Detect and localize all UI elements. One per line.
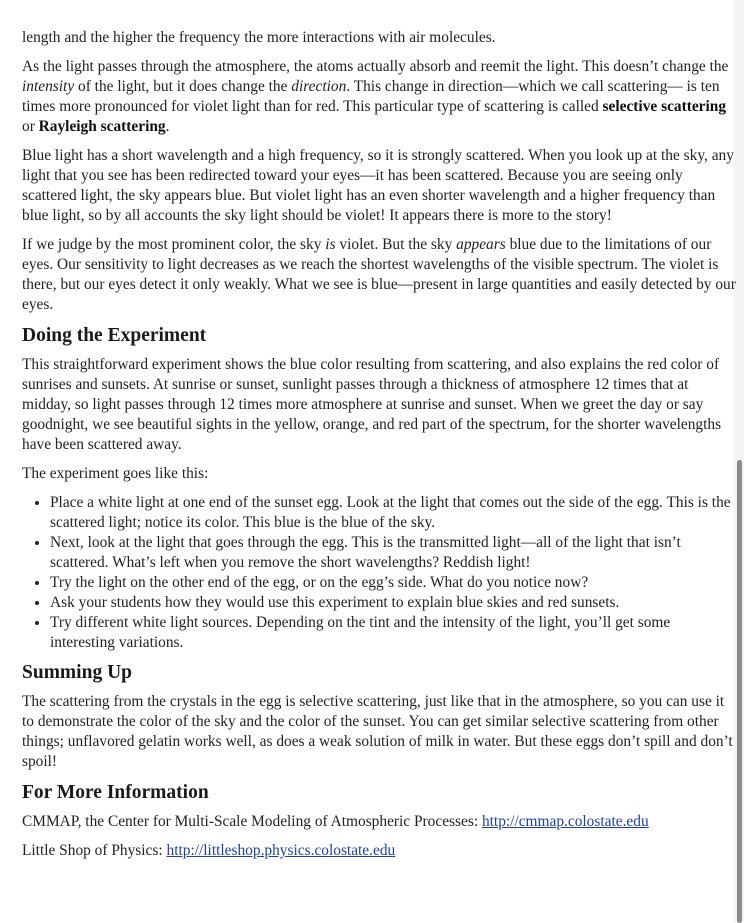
list-item: • Ask your students how they would use this experiment to explain blue skies and red sunsets.: [50, 593, 738, 613]
little-shop-link[interactable]: http://littleshop.physics.colostate.edu: [166, 842, 396, 859]
heading-doing-the-experiment: Doing the Experiment: [22, 325, 207, 346]
list-item: • Try the light on the other end of the egg, or on the egg’s side. What do you notice now?: [50, 573, 738, 593]
italic-appears: appears: [456, 236, 506, 253]
experiment-steps-list: [22, 493, 738, 653]
text-segment: As the light passes through the atmosphere, the atoms actually absorb and reemit the light. This doesn’t change the: [22, 58, 729, 75]
bold-selective-scattering: selective scattering: [602, 98, 727, 115]
paragraph-atmosphere: [22, 57, 738, 137]
paragraph-experiment-intro: This straightforward experiment shows the blue color resulting from scattering, and also explains the red color of sunrises and sunsets. At sunrise or sunset, sunlight passes through a thickness of atmosphere 12 times that at midday, so light passes through 12 times more atmosphere at sunrise and sunset. When we greet the day or say goodnight, we see beautiful sights in the yellow, orange, and red part of the spectrum, for the shorter wavelengths have been scattered away.: [22, 356, 722, 453]
list-item: • Next, look at the light that goes through the egg. This is the transmitted light—all of the light that isn’t scattered. What’s left when you remove the short wavelengths? Reddish light!: [50, 533, 738, 573]
info-line-little-shop: [22, 841, 738, 861]
text-segment: violet. But the sky: [335, 236, 457, 253]
link-label: CMMAP, the Center for Multi-Scale Modeling of Atmospheric Processes:: [22, 813, 482, 830]
text-segment: blue due to the limitations of our eyes. Our sensitivity to light decreases as we reach the shortest wavelengths of the visible spectrum. The violet is there, but our eyes detect it only weakly. What we see is blue—present in large quantities and easily detected by our eyes.: [22, 236, 736, 313]
info-line-cmmap: [22, 812, 738, 832]
text-segment: or: [22, 118, 39, 135]
heading-summing-up: Summing Up: [22, 662, 132, 683]
document-page: [22, 28, 738, 870]
text-segment: of the light, but it does change the: [74, 78, 292, 95]
cmmap-link[interactable]: http://cmmap.colostate.edu: [481, 813, 649, 830]
italic-intensity: intensity: [22, 78, 75, 95]
text-segment: . This change in direction—which we call scattering— is ten times more pronounced for violet light than for red. This particular type of scattering is called: [22, 78, 720, 115]
paragraph-blue-light: Blue light has a short wavelength and a high frequency, so it is strongly scattered. When you look up at the sky, any light that you see has been redirected toward your eyes—it has been scattered. Because you are seeing only scattered light, the sky appears blue. But violet light has an even shorter wavelength and a higher frequency than blue light, so by all accounts the sky light should be violet! It appears there is more to the story!: [22, 147, 734, 224]
heading-for-more-information: For More Information: [22, 782, 209, 803]
italic-direction: direction: [291, 78, 347, 95]
text-segment: .: [165, 118, 170, 135]
list-item: • Place a white light at one end of the sunset egg. Look at the light that comes out the side of the egg. This is the scattered light; notice its color. This blue is the blue of the sky.: [50, 493, 738, 533]
text-segment: If we judge by the most prominent color, the sky: [22, 236, 326, 253]
bold-rayleigh-scattering: Rayleigh scattering: [38, 118, 166, 135]
list-item: • Try different white light sources. Depending on the tint and the intensity of the light, you’ll get some interesting variations.: [50, 613, 738, 653]
link-label: Little Shop of Physics:: [22, 842, 167, 859]
italic-is: is: [325, 236, 336, 253]
paragraph-summing-up: The scattering from the crystals in the egg is selective scattering, just like that in the atmosphere, so you can use it to demonstrate the color of the sky and the color of the sunset. You can get similar selective scattering from other things; unflavored gelatin works well, as does a weak solution of milk in water. But these eggs don’t spill and don’t spoil!: [22, 693, 733, 770]
paragraph-wavelength-intro: length and the higher the frequency the more interactions with air molecules.: [22, 29, 496, 46]
paragraph-violet-sky: [22, 235, 738, 315]
paragraph-experiment-steps-intro: The experiment goes like this:: [22, 465, 209, 482]
